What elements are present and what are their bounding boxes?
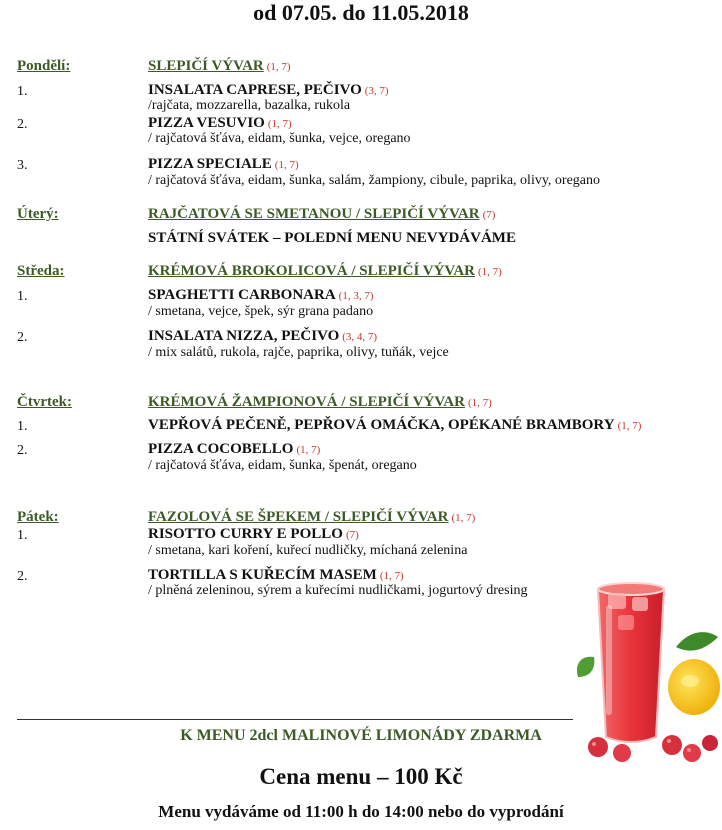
dish-title: INSALATA NIZZA, PEČIVO <box>148 328 340 344</box>
soup-thursday <box>148 393 492 412</box>
soup-name: KRÉMOVÁ ŽAMPIONOVÁ / SLEPIČÍ VÝVAR <box>148 394 465 410</box>
item-number: 2. <box>17 569 28 584</box>
dish-title: INSALATA CAPRESE, PEČIVO <box>148 82 362 98</box>
dish-description: /rajčata, mozzarella, bazalka, rukola <box>148 98 351 113</box>
item-number: 2. <box>17 117 28 132</box>
dish-description: / rajčatová šťáva, eidam, šunka, vejce, oregano <box>148 131 411 146</box>
dish-description: / plněná zeleninou, sýrem a kuřecími nudličkami, jogurtový dresing <box>148 583 528 598</box>
soup-name: KRÉMOVÁ BROKOLICOVÁ / SLEPIČÍ VÝVAR <box>148 263 475 279</box>
allergens: (7) <box>345 529 359 541</box>
allergens: (1, 7) <box>274 159 299 171</box>
day-label-tuesday: Úterý: <box>17 206 59 222</box>
allergens: (1, 7) <box>467 397 492 409</box>
item-number: 1. <box>17 84 28 99</box>
soup-name: RAJČATOVÁ SE SMETANOU / SLEPIČÍ VÝVAR <box>148 206 480 222</box>
item-number: 1. <box>17 419 28 434</box>
soup-wednesday <box>148 262 502 281</box>
dish-title: PIZZA COCOBELLO <box>148 441 294 457</box>
soup-tuesday <box>148 205 495 224</box>
serving-hours: Menu vydáváme od 11:00 h do 14:00 nebo do vyprodání <box>158 802 564 821</box>
allergens: (3, 7) <box>364 85 389 97</box>
allergens: (1, 7) <box>478 266 502 278</box>
dish-title: SPAGHETTI CARBONARA <box>148 287 336 303</box>
menu-title: od 07.05. do 11.05.2018 <box>253 0 469 25</box>
allergens: (1, 7) <box>451 512 476 524</box>
soup-name: FAZOLOVÁ SE ŠPEKEM / SLEPIČÍ VÝVAR <box>148 509 449 525</box>
day-label-monday: Pondělí: <box>17 58 71 74</box>
soup-monday <box>148 57 291 76</box>
holiday-notice: STÁTNÍ SVÁTEK – POLEDNÍ MENU NEVYDÁVÁME <box>148 230 516 246</box>
divider-line <box>17 719 573 720</box>
day-label-wednesday: Středa: <box>17 263 65 279</box>
dish-title: PIZZA SPECIALE <box>148 156 272 172</box>
dish-title: TORTILLA S KUŘECÍM MASEM <box>148 567 377 583</box>
dish-title: RISOTTO CURRY E POLLO <box>148 526 343 542</box>
allergens: (1, 7) <box>266 61 291 73</box>
dish-title: PIZZA VESUVIO <box>148 115 265 131</box>
allergens: (1, 7) <box>617 420 642 432</box>
dish-description: / rajčatová šťáva, eidam, šunka, špenát, oregano <box>148 458 417 473</box>
dish-description: / smetana, vejce, špek, sýr grana padano <box>148 304 374 319</box>
allergens: (1, 7) <box>296 444 321 456</box>
allergens: (1, 3, 7) <box>338 290 374 302</box>
dish-title: VEPŘOVÁ PEČENĚ, PEPŘOVÁ OMÁČKA, OPÉKANÉ BRAMBORY <box>148 417 615 433</box>
allergens: (1, 7) <box>267 118 292 130</box>
menu-price: Cena menu – 100 Kč <box>259 764 463 789</box>
allergens: (1, 7) <box>379 570 404 582</box>
allergens: (3, 4, 7) <box>342 331 378 343</box>
promo-text: K MENU 2dcl MALINOVÉ LIMONÁDY ZDARMA <box>180 727 542 744</box>
day-label-friday: Pátek: <box>17 509 59 525</box>
item-number: 1. <box>17 528 28 543</box>
dish-name <box>148 416 641 435</box>
item-number: 3. <box>17 158 28 173</box>
allergens: (7) <box>482 209 496 221</box>
item-number: 2. <box>17 330 28 345</box>
dish-description: / mix salátů, rukola, rajče, paprika, olivy, tuňák, vejce <box>148 345 449 360</box>
soup-name: SLEPIČÍ VÝVAR <box>148 58 264 74</box>
dish-description: / smetana, kari koření, kuřecí nudličky, míchaná zelenina <box>148 543 468 558</box>
dish-description: / rajčatová šťáva, eidam, šunka, salám, žampiony, cibule, paprika, olivy, oregano <box>148 173 601 188</box>
item-number: 2. <box>17 443 28 458</box>
day-label-thursday: Čtvrtek: <box>17 394 72 410</box>
item-number: 1. <box>17 289 28 304</box>
